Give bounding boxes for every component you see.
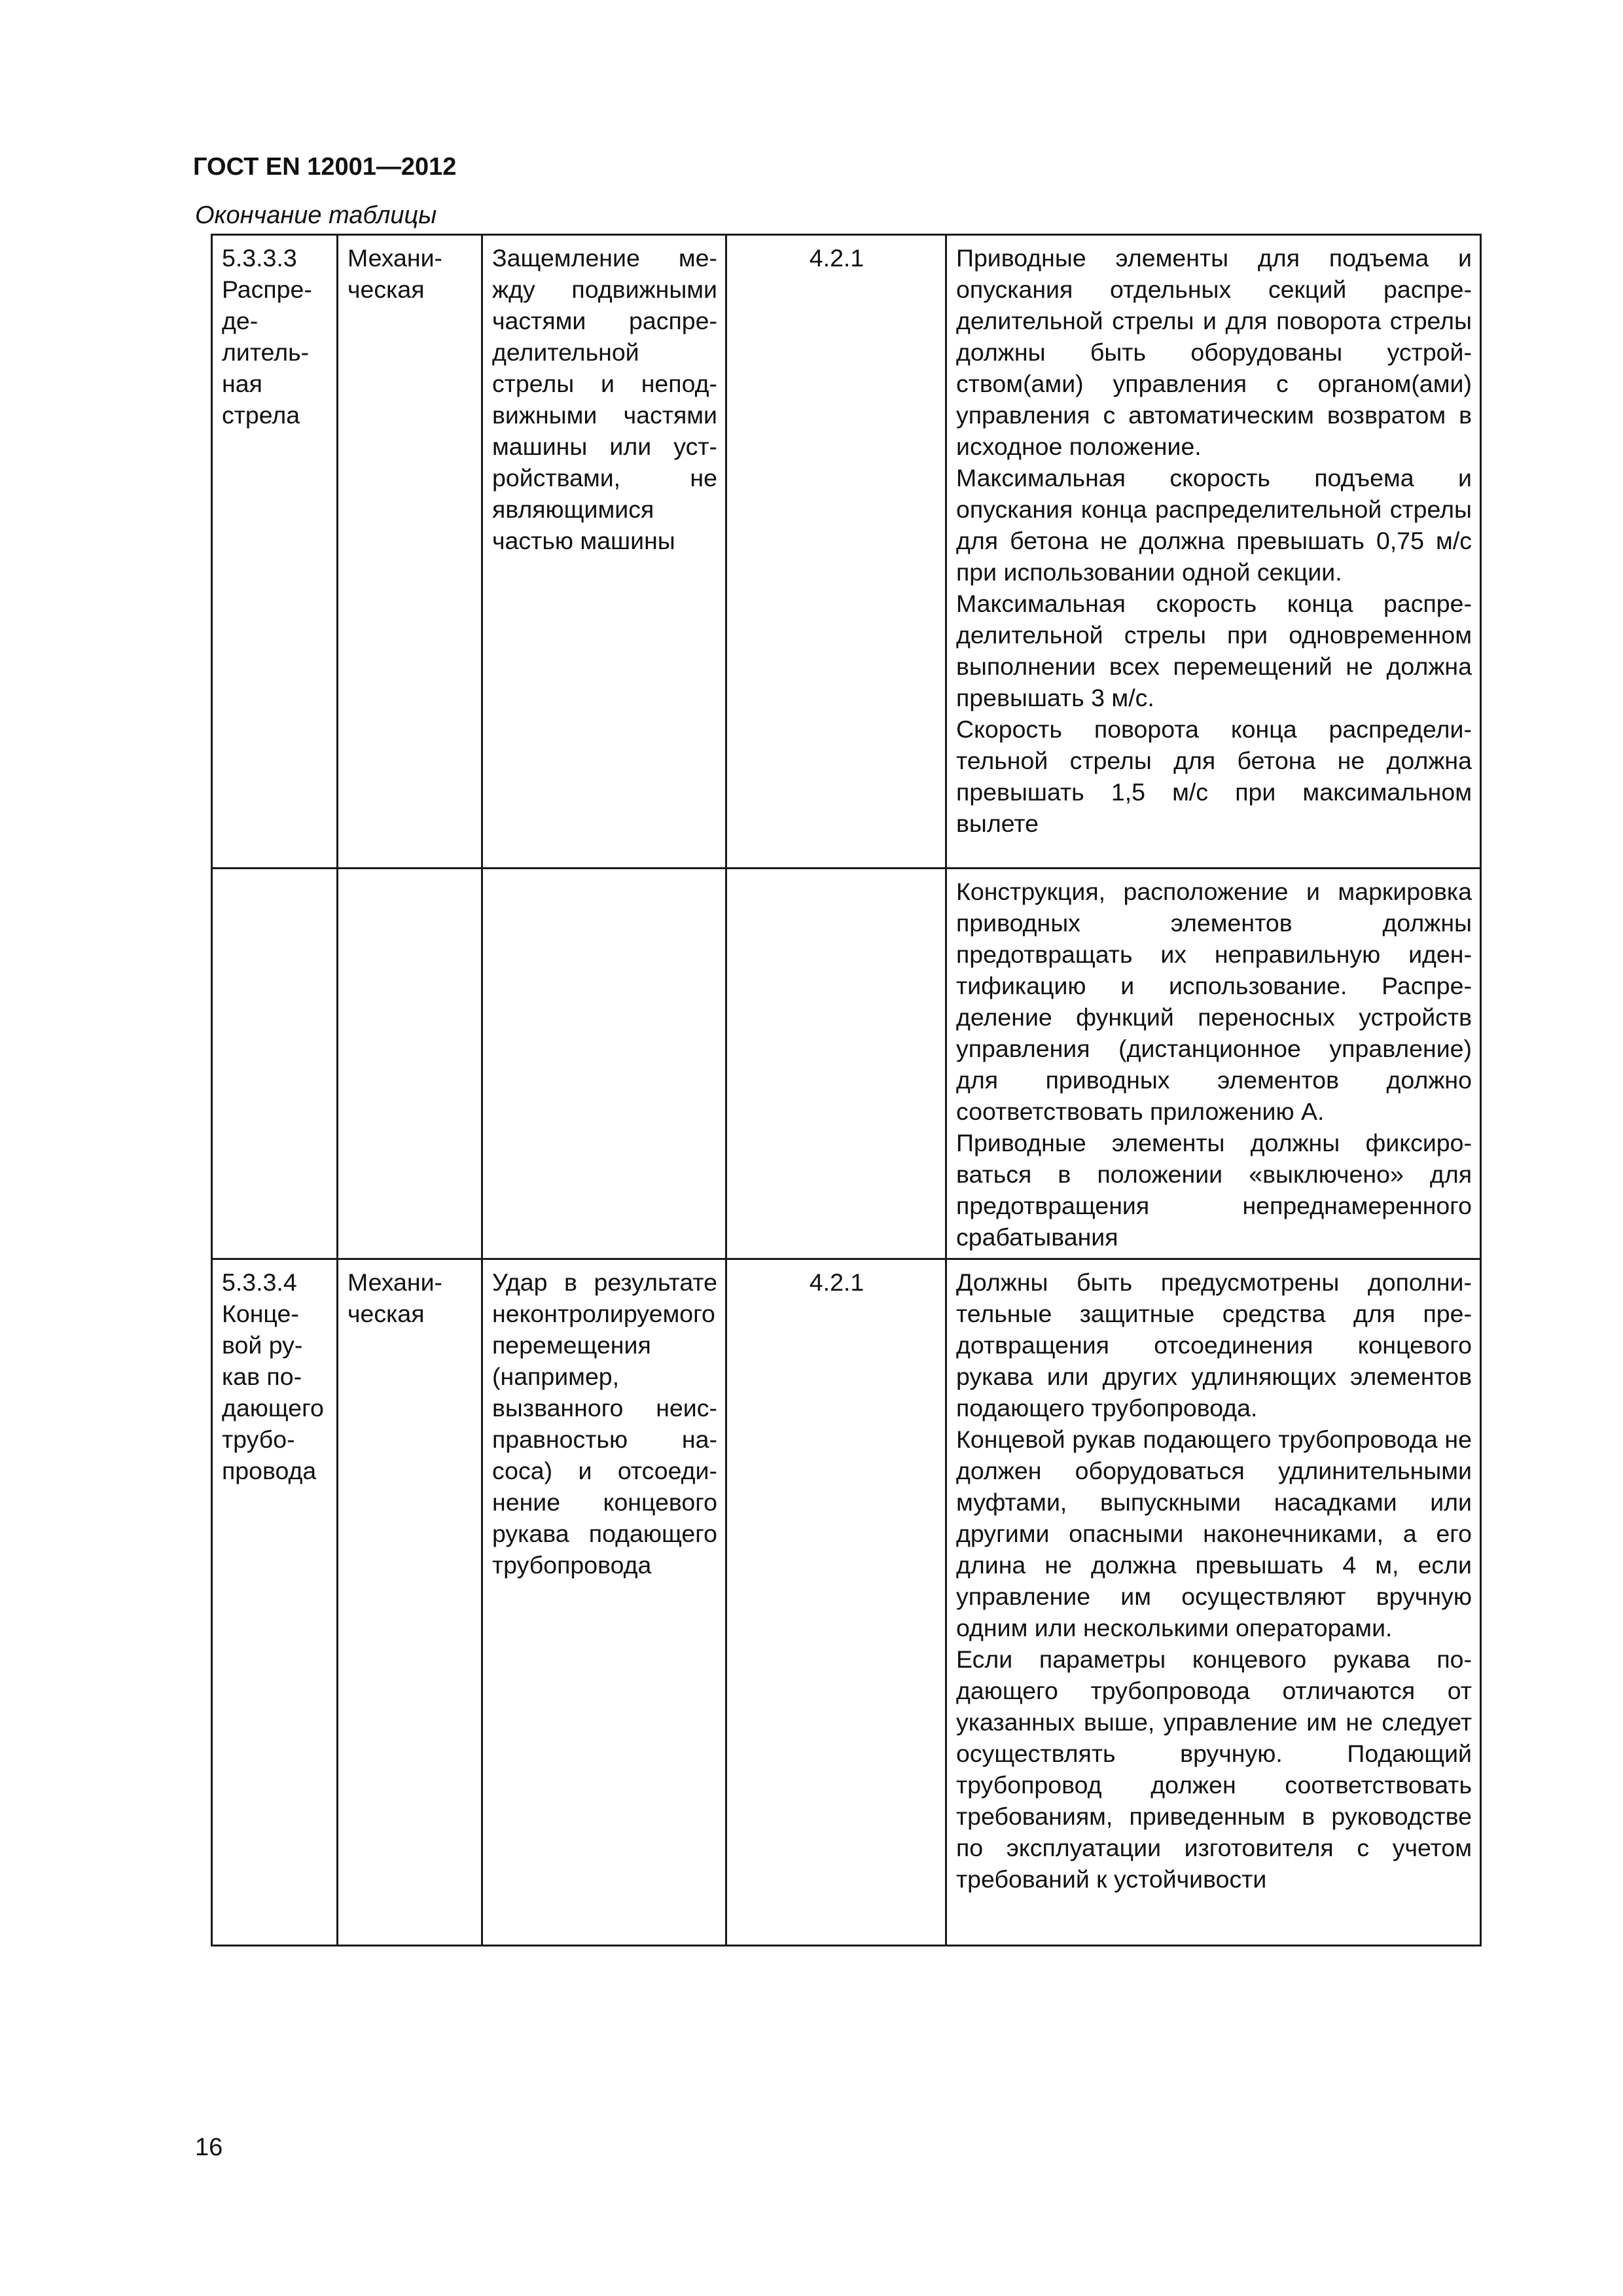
page-number: 16	[195, 2134, 223, 2161]
hazard-type-text: Механическая	[348, 1268, 443, 1327]
measure-paragraph: Скорость поворота конца распределительной стрелы для бетона не должна превышать 1,5 м/с при максимальном вылете	[956, 715, 1472, 837]
measure-paragraph: Приводные элементы для подъема и опускания отдельных секций распределительной стрелы и для поворота стрелы должны быть оборудованы устройством(ами) управления с органом(ами) управления с автоматическим возвратом в исходное положение.	[956, 244, 1472, 460]
hazard-cell	[482, 235, 726, 869]
table-row	[212, 869, 1481, 1259]
measure-paragraph: Должны быть предусмотрены дополнительные защитные средства для предотвращения отсоединения концевого рукава или других удлиняющих элементов подающего трубопровода.	[956, 1268, 1472, 1422]
clause-cell	[212, 235, 338, 869]
measures-cell	[946, 869, 1481, 1259]
measure-paragraph: Конструкция, расположение и маркировка приводных элементов должны предотвращать их неправильную идентификацию и использование. Распределение функций переносных устройств управления (дистанционное управление) для приводных элементов должно соответствовать приложению А.	[956, 878, 1472, 1125]
measure-paragraph: Приводные элементы должны фиксироваться в положении «выключено» для предотвращения непреднамеренного срабатывания	[956, 1129, 1472, 1251]
hazard-text: Удар в результате неконтролируемого перемещения (например, вызванного неисправностью насоса) и отсоединение концевого рукава подающего трубопровода	[492, 1268, 717, 1579]
measure-paragraph: Если параметры концевого рукава подающего трубопровода отличаются от указанных выше, управление им не следует осуществлять вручную. Подающий трубопровод должен соответствовать требованиям, приведенным в руководстве по эксплуатации изготовителя с учетом требований к устойчивости	[956, 1645, 1472, 1893]
hazard-type-text: Механическая	[348, 244, 443, 303]
table-row	[212, 1259, 1481, 1946]
clause-cell	[212, 1259, 338, 1946]
measure-paragraph: Максимальная скорость подъема и опускания конца распределительной стрелы для бетона не должна превышать 0,75 м/с при использовании одной секции.	[956, 464, 1472, 586]
table-caption: Окончание таблицы	[195, 202, 437, 229]
clause-cell	[212, 869, 338, 1259]
hazard-cell	[482, 1259, 726, 1946]
hazard-type-cell	[338, 1259, 482, 1946]
measure-paragraph: Максимальная скорость конца распределительной стрелы при одновременном выполнении всех перемещений не должна превышать 3 м/с.	[956, 590, 1472, 711]
reference-text	[727, 869, 945, 881]
hazard-type-cell	[338, 235, 482, 869]
hazard-type-cell	[338, 869, 482, 1259]
hazard-cell	[482, 869, 726, 1259]
reference-text: 4.2.1	[809, 244, 865, 272]
clause-text: 5.3.3.3 Распределительная стрела	[222, 244, 312, 429]
hazard-text	[483, 869, 725, 881]
measures-cell	[946, 235, 1481, 869]
hazard-type-text	[338, 869, 481, 881]
clause-text	[213, 869, 336, 881]
requirements-table	[211, 234, 1482, 1946]
document-header: ГОСТ EN 12001—2012	[193, 153, 457, 181]
reference-cell	[726, 1259, 946, 1946]
measure-paragraph: Концевой рукав подающего трубопровода не должен оборудоваться удлинительными муфтами, выпускными насадками или другими опасными наконечниками, а его длина не должна превышать 4 м, если управление им осуществляют вручную одним или несколькими операторами.	[956, 1426, 1472, 1641]
reference-cell	[726, 869, 946, 1259]
reference-text: 4.2.1	[809, 1268, 865, 1296]
hazard-text: Защемление между подвижными частями распределительной стрелы и неподвижными частями машины или устройствами, не являющимися частью машины	[492, 244, 717, 554]
reference-cell	[726, 235, 946, 869]
table-row	[212, 235, 1481, 869]
clause-text: 5.3.3.4 Концевой рукав подающего трубопровода	[222, 1268, 324, 1484]
measures-cell	[946, 1259, 1481, 1946]
